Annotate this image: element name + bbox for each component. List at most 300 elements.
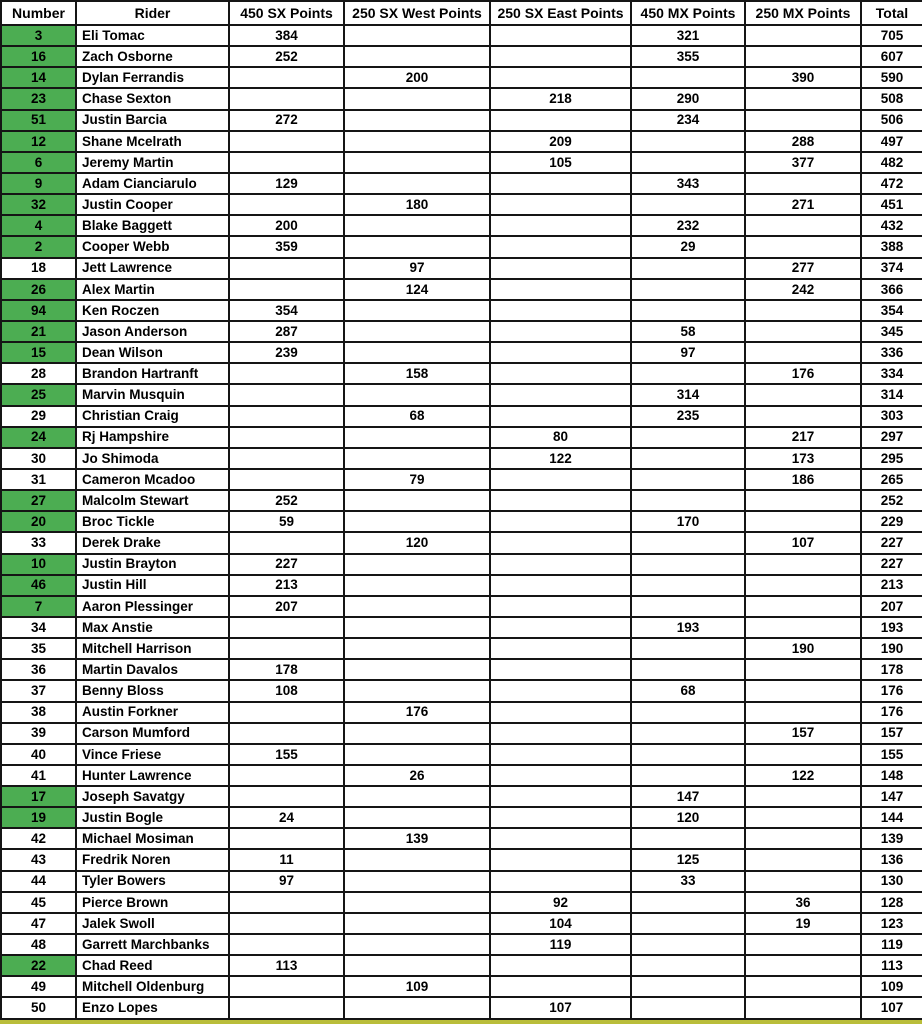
cell-mx250[interactable]: 122 xyxy=(745,765,861,786)
cell-mx450[interactable] xyxy=(631,596,745,617)
cell-mx250[interactable] xyxy=(745,88,861,109)
cell-mx250[interactable] xyxy=(745,997,861,1019)
cell-sx250w[interactable] xyxy=(344,744,490,765)
cell-rider[interactable]: Austin Forkner xyxy=(76,702,229,723)
cell-mx250[interactable] xyxy=(745,807,861,828)
cell-sx250w[interactable] xyxy=(344,934,490,955)
cell-mx250[interactable] xyxy=(745,25,861,46)
cell-number[interactable]: 51 xyxy=(1,110,76,131)
cell-sx450[interactable]: 113 xyxy=(229,955,344,976)
cell-sx250e[interactable] xyxy=(490,110,631,131)
cell-mx250[interactable] xyxy=(745,849,861,870)
cell-sx450[interactable] xyxy=(229,892,344,913)
cell-total[interactable]: 374 xyxy=(861,258,922,279)
cell-mx450[interactable] xyxy=(631,532,745,553)
cell-number[interactable]: 20 xyxy=(1,511,76,532)
cell-number[interactable]: 16 xyxy=(1,46,76,67)
cell-total[interactable]: 147 xyxy=(861,786,922,807)
cell-mx250[interactable]: 277 xyxy=(745,258,861,279)
cell-rider[interactable]: Chad Reed xyxy=(76,955,229,976)
cell-sx250w[interactable]: 120 xyxy=(344,532,490,553)
cell-mx450[interactable] xyxy=(631,448,745,469)
cell-mx250[interactable] xyxy=(745,300,861,321)
cell-sx250e[interactable] xyxy=(490,617,631,638)
cell-mx250[interactable] xyxy=(745,871,861,892)
cell-number[interactable]: 41 xyxy=(1,765,76,786)
cell-sx250e[interactable] xyxy=(490,46,631,67)
cell-mx450[interactable] xyxy=(631,913,745,934)
cell-number[interactable]: 23 xyxy=(1,88,76,109)
cell-rider[interactable]: Dylan Ferrandis xyxy=(76,67,229,88)
cell-sx250w[interactable] xyxy=(344,892,490,913)
cell-total[interactable]: 139 xyxy=(861,828,922,849)
cell-rider[interactable]: Vince Friese xyxy=(76,744,229,765)
cell-sx250w[interactable]: 124 xyxy=(344,279,490,300)
cell-mx450[interactable] xyxy=(631,892,745,913)
cell-sx250e[interactable] xyxy=(490,744,631,765)
cell-sx250e[interactable] xyxy=(490,490,631,511)
column-header-sx450[interactable]: 450 SX Points xyxy=(229,1,344,25)
cell-sx250e[interactable] xyxy=(490,849,631,870)
cell-mx250[interactable] xyxy=(745,554,861,575)
cell-mx250[interactable] xyxy=(745,384,861,405)
cell-sx250e[interactable] xyxy=(490,955,631,976)
cell-rider[interactable]: Chase Sexton xyxy=(76,88,229,109)
cell-sx250w[interactable] xyxy=(344,955,490,976)
cell-number[interactable]: 27 xyxy=(1,490,76,511)
cell-number[interactable]: 31 xyxy=(1,469,76,490)
cell-number[interactable]: 34 xyxy=(1,617,76,638)
cell-mx450[interactable] xyxy=(631,194,745,215)
cell-mx450[interactable] xyxy=(631,575,745,596)
cell-mx250[interactable] xyxy=(745,786,861,807)
cell-sx250e[interactable] xyxy=(490,596,631,617)
cell-sx450[interactable]: 11 xyxy=(229,849,344,870)
cell-sx250e[interactable] xyxy=(490,384,631,405)
cell-total[interactable]: 107 xyxy=(861,997,922,1019)
cell-sx250w[interactable] xyxy=(344,807,490,828)
cell-mx450[interactable]: 321 xyxy=(631,25,745,46)
cell-mx450[interactable]: 343 xyxy=(631,173,745,194)
cell-sx250e[interactable] xyxy=(490,215,631,236)
cell-mx450[interactable]: 193 xyxy=(631,617,745,638)
cell-sx250w[interactable]: 109 xyxy=(344,976,490,997)
cell-mx250[interactable] xyxy=(745,659,861,680)
cell-rider[interactable]: Justin Barcia xyxy=(76,110,229,131)
cell-mx450[interactable] xyxy=(631,279,745,300)
cell-rider[interactable]: Cameron Mcadoo xyxy=(76,469,229,490)
cell-mx450[interactable]: 355 xyxy=(631,46,745,67)
cell-mx450[interactable] xyxy=(631,997,745,1019)
cell-rider[interactable]: Christian Craig xyxy=(76,406,229,427)
column-header-number[interactable]: Number xyxy=(1,1,76,25)
cell-total[interactable]: 155 xyxy=(861,744,922,765)
cell-sx250e[interactable] xyxy=(490,194,631,215)
cell-number[interactable]: 28 xyxy=(1,363,76,384)
cell-total[interactable]: 472 xyxy=(861,173,922,194)
cell-total[interactable]: 432 xyxy=(861,215,922,236)
cell-number[interactable]: 46 xyxy=(1,575,76,596)
cell-number[interactable]: 9 xyxy=(1,173,76,194)
cell-number[interactable]: 40 xyxy=(1,744,76,765)
cell-sx450[interactable] xyxy=(229,532,344,553)
cell-number[interactable]: 42 xyxy=(1,828,76,849)
cell-mx450[interactable] xyxy=(631,702,745,723)
cell-rider[interactable]: Rj Hampshire xyxy=(76,427,229,448)
cell-total[interactable]: 607 xyxy=(861,46,922,67)
cell-mx450[interactable] xyxy=(631,300,745,321)
cell-sx250w[interactable] xyxy=(344,88,490,109)
cell-rider[interactable]: Jalek Swoll xyxy=(76,913,229,934)
cell-rider[interactable]: Malcolm Stewart xyxy=(76,490,229,511)
cell-mx450[interactable] xyxy=(631,131,745,152)
cell-sx250e[interactable]: 119 xyxy=(490,934,631,955)
cell-sx250w[interactable] xyxy=(344,638,490,659)
cell-total[interactable]: 178 xyxy=(861,659,922,680)
cell-total[interactable]: 314 xyxy=(861,384,922,405)
cell-total[interactable]: 190 xyxy=(861,638,922,659)
cell-mx250[interactable] xyxy=(745,406,861,427)
cell-sx250w[interactable] xyxy=(344,321,490,342)
cell-total[interactable]: 354 xyxy=(861,300,922,321)
cell-total[interactable]: 130 xyxy=(861,871,922,892)
cell-rider[interactable]: Cooper Webb xyxy=(76,236,229,257)
cell-rider[interactable]: Tyler Bowers xyxy=(76,871,229,892)
cell-number[interactable]: 21 xyxy=(1,321,76,342)
cell-rider[interactable]: Max Anstie xyxy=(76,617,229,638)
cell-mx450[interactable] xyxy=(631,363,745,384)
cell-sx250w[interactable] xyxy=(344,384,490,405)
cell-total[interactable]: 128 xyxy=(861,892,922,913)
cell-sx250e[interactable] xyxy=(490,786,631,807)
cell-mx450[interactable]: 235 xyxy=(631,406,745,427)
cell-total[interactable]: 482 xyxy=(861,152,922,173)
cell-mx450[interactable] xyxy=(631,152,745,173)
cell-number[interactable]: 7 xyxy=(1,596,76,617)
cell-rider[interactable]: Derek Drake xyxy=(76,532,229,553)
cell-sx250e[interactable] xyxy=(490,702,631,723)
cell-sx450[interactable]: 227 xyxy=(229,554,344,575)
cell-sx450[interactable] xyxy=(229,131,344,152)
cell-rider[interactable]: Michael Mosiman xyxy=(76,828,229,849)
cell-sx450[interactable]: 287 xyxy=(229,321,344,342)
cell-mx250[interactable]: 242 xyxy=(745,279,861,300)
cell-sx250e[interactable] xyxy=(490,723,631,744)
cell-mx250[interactable] xyxy=(745,46,861,67)
cell-sx250e[interactable] xyxy=(490,765,631,786)
cell-sx250w[interactable] xyxy=(344,490,490,511)
cell-sx250w[interactable] xyxy=(344,25,490,46)
cell-number[interactable]: 94 xyxy=(1,300,76,321)
cell-mx450[interactable] xyxy=(631,828,745,849)
cell-total[interactable]: 345 xyxy=(861,321,922,342)
cell-rider[interactable]: Mitchell Oldenburg xyxy=(76,976,229,997)
cell-number[interactable]: 12 xyxy=(1,131,76,152)
cell-rider[interactable]: Alex Martin xyxy=(76,279,229,300)
cell-number[interactable]: 14 xyxy=(1,67,76,88)
cell-number[interactable]: 44 xyxy=(1,871,76,892)
cell-sx250e[interactable] xyxy=(490,575,631,596)
cell-sx250e[interactable] xyxy=(490,532,631,553)
cell-number[interactable]: 17 xyxy=(1,786,76,807)
cell-sx450[interactable]: 213 xyxy=(229,575,344,596)
cell-mx450[interactable] xyxy=(631,659,745,680)
cell-number[interactable]: 45 xyxy=(1,892,76,913)
cell-sx250w[interactable]: 139 xyxy=(344,828,490,849)
cell-sx250e[interactable] xyxy=(490,236,631,257)
cell-total[interactable]: 297 xyxy=(861,427,922,448)
cell-number[interactable]: 39 xyxy=(1,723,76,744)
cell-rider[interactable]: Adam Cianciarulo xyxy=(76,173,229,194)
cell-mx450[interactable] xyxy=(631,469,745,490)
cell-total[interactable]: 303 xyxy=(861,406,922,427)
cell-mx250[interactable]: 377 xyxy=(745,152,861,173)
cell-rider[interactable]: Shane Mcelrath xyxy=(76,131,229,152)
cell-sx250w[interactable]: 26 xyxy=(344,765,490,786)
cell-rider[interactable]: Marvin Musquin xyxy=(76,384,229,405)
cell-number[interactable]: 15 xyxy=(1,342,76,363)
cell-sx250w[interactable]: 79 xyxy=(344,469,490,490)
cell-sx250w[interactable] xyxy=(344,554,490,575)
cell-mx450[interactable]: 97 xyxy=(631,342,745,363)
cell-sx250w[interactable] xyxy=(344,871,490,892)
cell-rider[interactable]: Broc Tickle xyxy=(76,511,229,532)
cell-sx450[interactable] xyxy=(229,786,344,807)
cell-total[interactable]: 136 xyxy=(861,849,922,870)
cell-number[interactable]: 29 xyxy=(1,406,76,427)
cell-sx250e[interactable]: 104 xyxy=(490,913,631,934)
cell-mx250[interactable]: 390 xyxy=(745,67,861,88)
cell-sx250w[interactable] xyxy=(344,511,490,532)
cell-rider[interactable]: Eli Tomac xyxy=(76,25,229,46)
cell-sx450[interactable] xyxy=(229,997,344,1019)
cell-sx250w[interactable] xyxy=(344,617,490,638)
cell-number[interactable]: 25 xyxy=(1,384,76,405)
cell-mx450[interactable]: 147 xyxy=(631,786,745,807)
cell-mx450[interactable] xyxy=(631,554,745,575)
cell-sx450[interactable] xyxy=(229,934,344,955)
cell-sx250w[interactable]: 200 xyxy=(344,67,490,88)
cell-total[interactable]: 497 xyxy=(861,131,922,152)
cell-rider[interactable]: Jeremy Martin xyxy=(76,152,229,173)
cell-sx450[interactable]: 384 xyxy=(229,25,344,46)
cell-total[interactable]: 176 xyxy=(861,680,922,701)
cell-mx450[interactable] xyxy=(631,67,745,88)
cell-rider[interactable]: Blake Baggett xyxy=(76,215,229,236)
cell-sx450[interactable]: 97 xyxy=(229,871,344,892)
cell-sx250w[interactable] xyxy=(344,913,490,934)
cell-sx250e[interactable] xyxy=(490,342,631,363)
cell-number[interactable]: 22 xyxy=(1,955,76,976)
cell-mx250[interactable] xyxy=(745,173,861,194)
cell-sx250w[interactable]: 158 xyxy=(344,363,490,384)
cell-sx250e[interactable] xyxy=(490,363,631,384)
cell-mx250[interactable] xyxy=(745,955,861,976)
cell-sx450[interactable] xyxy=(229,469,344,490)
cell-number[interactable]: 50 xyxy=(1,997,76,1019)
cell-mx250[interactable] xyxy=(745,342,861,363)
cell-number[interactable]: 10 xyxy=(1,554,76,575)
cell-number[interactable]: 49 xyxy=(1,976,76,997)
cell-sx250w[interactable] xyxy=(344,173,490,194)
cell-sx450[interactable] xyxy=(229,828,344,849)
cell-number[interactable]: 33 xyxy=(1,532,76,553)
cell-mx250[interactable]: 217 xyxy=(745,427,861,448)
cell-sx250e[interactable] xyxy=(490,807,631,828)
cell-rider[interactable]: Enzo Lopes xyxy=(76,997,229,1019)
cell-sx450[interactable] xyxy=(229,406,344,427)
cell-number[interactable]: 18 xyxy=(1,258,76,279)
cell-total[interactable]: 252 xyxy=(861,490,922,511)
cell-sx250w[interactable] xyxy=(344,448,490,469)
cell-sx450[interactable] xyxy=(229,448,344,469)
cell-rider[interactable]: Mitchell Harrison xyxy=(76,638,229,659)
cell-rider[interactable]: Benny Bloss xyxy=(76,680,229,701)
cell-sx250w[interactable] xyxy=(344,849,490,870)
cell-number[interactable]: 36 xyxy=(1,659,76,680)
cell-total[interactable]: 265 xyxy=(861,469,922,490)
cell-mx450[interactable] xyxy=(631,258,745,279)
cell-total[interactable]: 506 xyxy=(861,110,922,131)
cell-mx250[interactable]: 173 xyxy=(745,448,861,469)
cell-sx250w[interactable] xyxy=(344,659,490,680)
cell-mx250[interactable] xyxy=(745,215,861,236)
cell-sx450[interactable] xyxy=(229,194,344,215)
cell-sx250e[interactable] xyxy=(490,321,631,342)
cell-number[interactable]: 26 xyxy=(1,279,76,300)
cell-total[interactable]: 366 xyxy=(861,279,922,300)
cell-mx450[interactable] xyxy=(631,427,745,448)
cell-rider[interactable]: Justin Brayton xyxy=(76,554,229,575)
cell-number[interactable]: 38 xyxy=(1,702,76,723)
cell-sx250e[interactable] xyxy=(490,511,631,532)
cell-number[interactable]: 37 xyxy=(1,680,76,701)
cell-sx450[interactable]: 252 xyxy=(229,46,344,67)
cell-sx450[interactable] xyxy=(229,88,344,109)
cell-total[interactable]: 295 xyxy=(861,448,922,469)
cell-mx450[interactable]: 58 xyxy=(631,321,745,342)
cell-total[interactable]: 388 xyxy=(861,236,922,257)
cell-mx250[interactable] xyxy=(745,702,861,723)
cell-mx450[interactable]: 68 xyxy=(631,680,745,701)
cell-sx450[interactable] xyxy=(229,617,344,638)
cell-rider[interactable]: Zach Osborne xyxy=(76,46,229,67)
cell-number[interactable]: 30 xyxy=(1,448,76,469)
cell-rider[interactable]: Jett Lawrence xyxy=(76,258,229,279)
cell-mx450[interactable] xyxy=(631,744,745,765)
cell-sx250w[interactable] xyxy=(344,786,490,807)
cell-sx450[interactable] xyxy=(229,67,344,88)
cell-sx450[interactable] xyxy=(229,765,344,786)
cell-sx250e[interactable] xyxy=(490,554,631,575)
cell-mx250[interactable] xyxy=(745,596,861,617)
cell-sx450[interactable]: 59 xyxy=(229,511,344,532)
cell-rider[interactable]: Martin Davalos xyxy=(76,659,229,680)
cell-mx450[interactable] xyxy=(631,638,745,659)
cell-mx250[interactable] xyxy=(745,828,861,849)
cell-sx450[interactable]: 108 xyxy=(229,680,344,701)
cell-sx250w[interactable] xyxy=(344,215,490,236)
cell-sx250e[interactable] xyxy=(490,871,631,892)
cell-sx250e[interactable] xyxy=(490,469,631,490)
cell-mx450[interactable]: 290 xyxy=(631,88,745,109)
cell-number[interactable]: 48 xyxy=(1,934,76,955)
cell-sx450[interactable] xyxy=(229,279,344,300)
cell-sx450[interactable] xyxy=(229,638,344,659)
column-header-mx450[interactable]: 450 MX Points xyxy=(631,1,745,25)
cell-rider[interactable]: Garrett Marchbanks xyxy=(76,934,229,955)
cell-total[interactable]: 207 xyxy=(861,596,922,617)
cell-total[interactable]: 213 xyxy=(861,575,922,596)
cell-sx450[interactable]: 354 xyxy=(229,300,344,321)
column-header-total[interactable]: Total xyxy=(861,1,922,25)
column-header-rider[interactable]: Rider xyxy=(76,1,229,25)
cell-sx450[interactable] xyxy=(229,384,344,405)
cell-total[interactable]: 334 xyxy=(861,363,922,384)
cell-sx250e[interactable] xyxy=(490,976,631,997)
cell-mx250[interactable] xyxy=(745,321,861,342)
cell-number[interactable]: 35 xyxy=(1,638,76,659)
cell-total[interactable]: 227 xyxy=(861,554,922,575)
cell-mx450[interactable]: 33 xyxy=(631,871,745,892)
cell-sx450[interactable]: 272 xyxy=(229,110,344,131)
column-header-mx250[interactable]: 250 MX Points xyxy=(745,1,861,25)
cell-sx250e[interactable] xyxy=(490,25,631,46)
cell-sx450[interactable] xyxy=(229,723,344,744)
cell-sx250w[interactable] xyxy=(344,427,490,448)
cell-mx250[interactable] xyxy=(745,490,861,511)
cell-rider[interactable]: Jo Shimoda xyxy=(76,448,229,469)
cell-rider[interactable]: Justin Cooper xyxy=(76,194,229,215)
cell-total[interactable]: 227 xyxy=(861,532,922,553)
cell-total[interactable]: 109 xyxy=(861,976,922,997)
cell-sx250w[interactable] xyxy=(344,596,490,617)
cell-number[interactable]: 4 xyxy=(1,215,76,236)
cell-total[interactable]: 113 xyxy=(861,955,922,976)
cell-mx450[interactable]: 170 xyxy=(631,511,745,532)
cell-sx250w[interactable] xyxy=(344,575,490,596)
cell-rider[interactable]: Pierce Brown xyxy=(76,892,229,913)
cell-rider[interactable]: Brandon Hartranft xyxy=(76,363,229,384)
cell-mx450[interactable]: 234 xyxy=(631,110,745,131)
cell-number[interactable]: 6 xyxy=(1,152,76,173)
cell-sx250e[interactable] xyxy=(490,67,631,88)
cell-mx250[interactable]: 176 xyxy=(745,363,861,384)
cell-sx250e[interactable]: 92 xyxy=(490,892,631,913)
cell-total[interactable]: 144 xyxy=(861,807,922,828)
cell-sx450[interactable] xyxy=(229,976,344,997)
cell-sx450[interactable] xyxy=(229,258,344,279)
cell-rider[interactable]: Fredrik Noren xyxy=(76,849,229,870)
cell-mx250[interactable]: 186 xyxy=(745,469,861,490)
cell-total[interactable]: 451 xyxy=(861,194,922,215)
cell-total[interactable]: 119 xyxy=(861,934,922,955)
cell-rider[interactable]: Jason Anderson xyxy=(76,321,229,342)
cell-mx450[interactable]: 125 xyxy=(631,849,745,870)
cell-total[interactable]: 176 xyxy=(861,702,922,723)
cell-total[interactable]: 229 xyxy=(861,511,922,532)
cell-sx250w[interactable] xyxy=(344,110,490,131)
cell-sx250e[interactable]: 107 xyxy=(490,997,631,1019)
cell-mx250[interactable]: 190 xyxy=(745,638,861,659)
cell-sx450[interactable] xyxy=(229,363,344,384)
cell-mx250[interactable] xyxy=(745,744,861,765)
cell-mx450[interactable] xyxy=(631,765,745,786)
cell-mx450[interactable] xyxy=(631,490,745,511)
cell-sx250w[interactable] xyxy=(344,300,490,321)
cell-sx250w[interactable] xyxy=(344,236,490,257)
cell-mx250[interactable] xyxy=(745,976,861,997)
